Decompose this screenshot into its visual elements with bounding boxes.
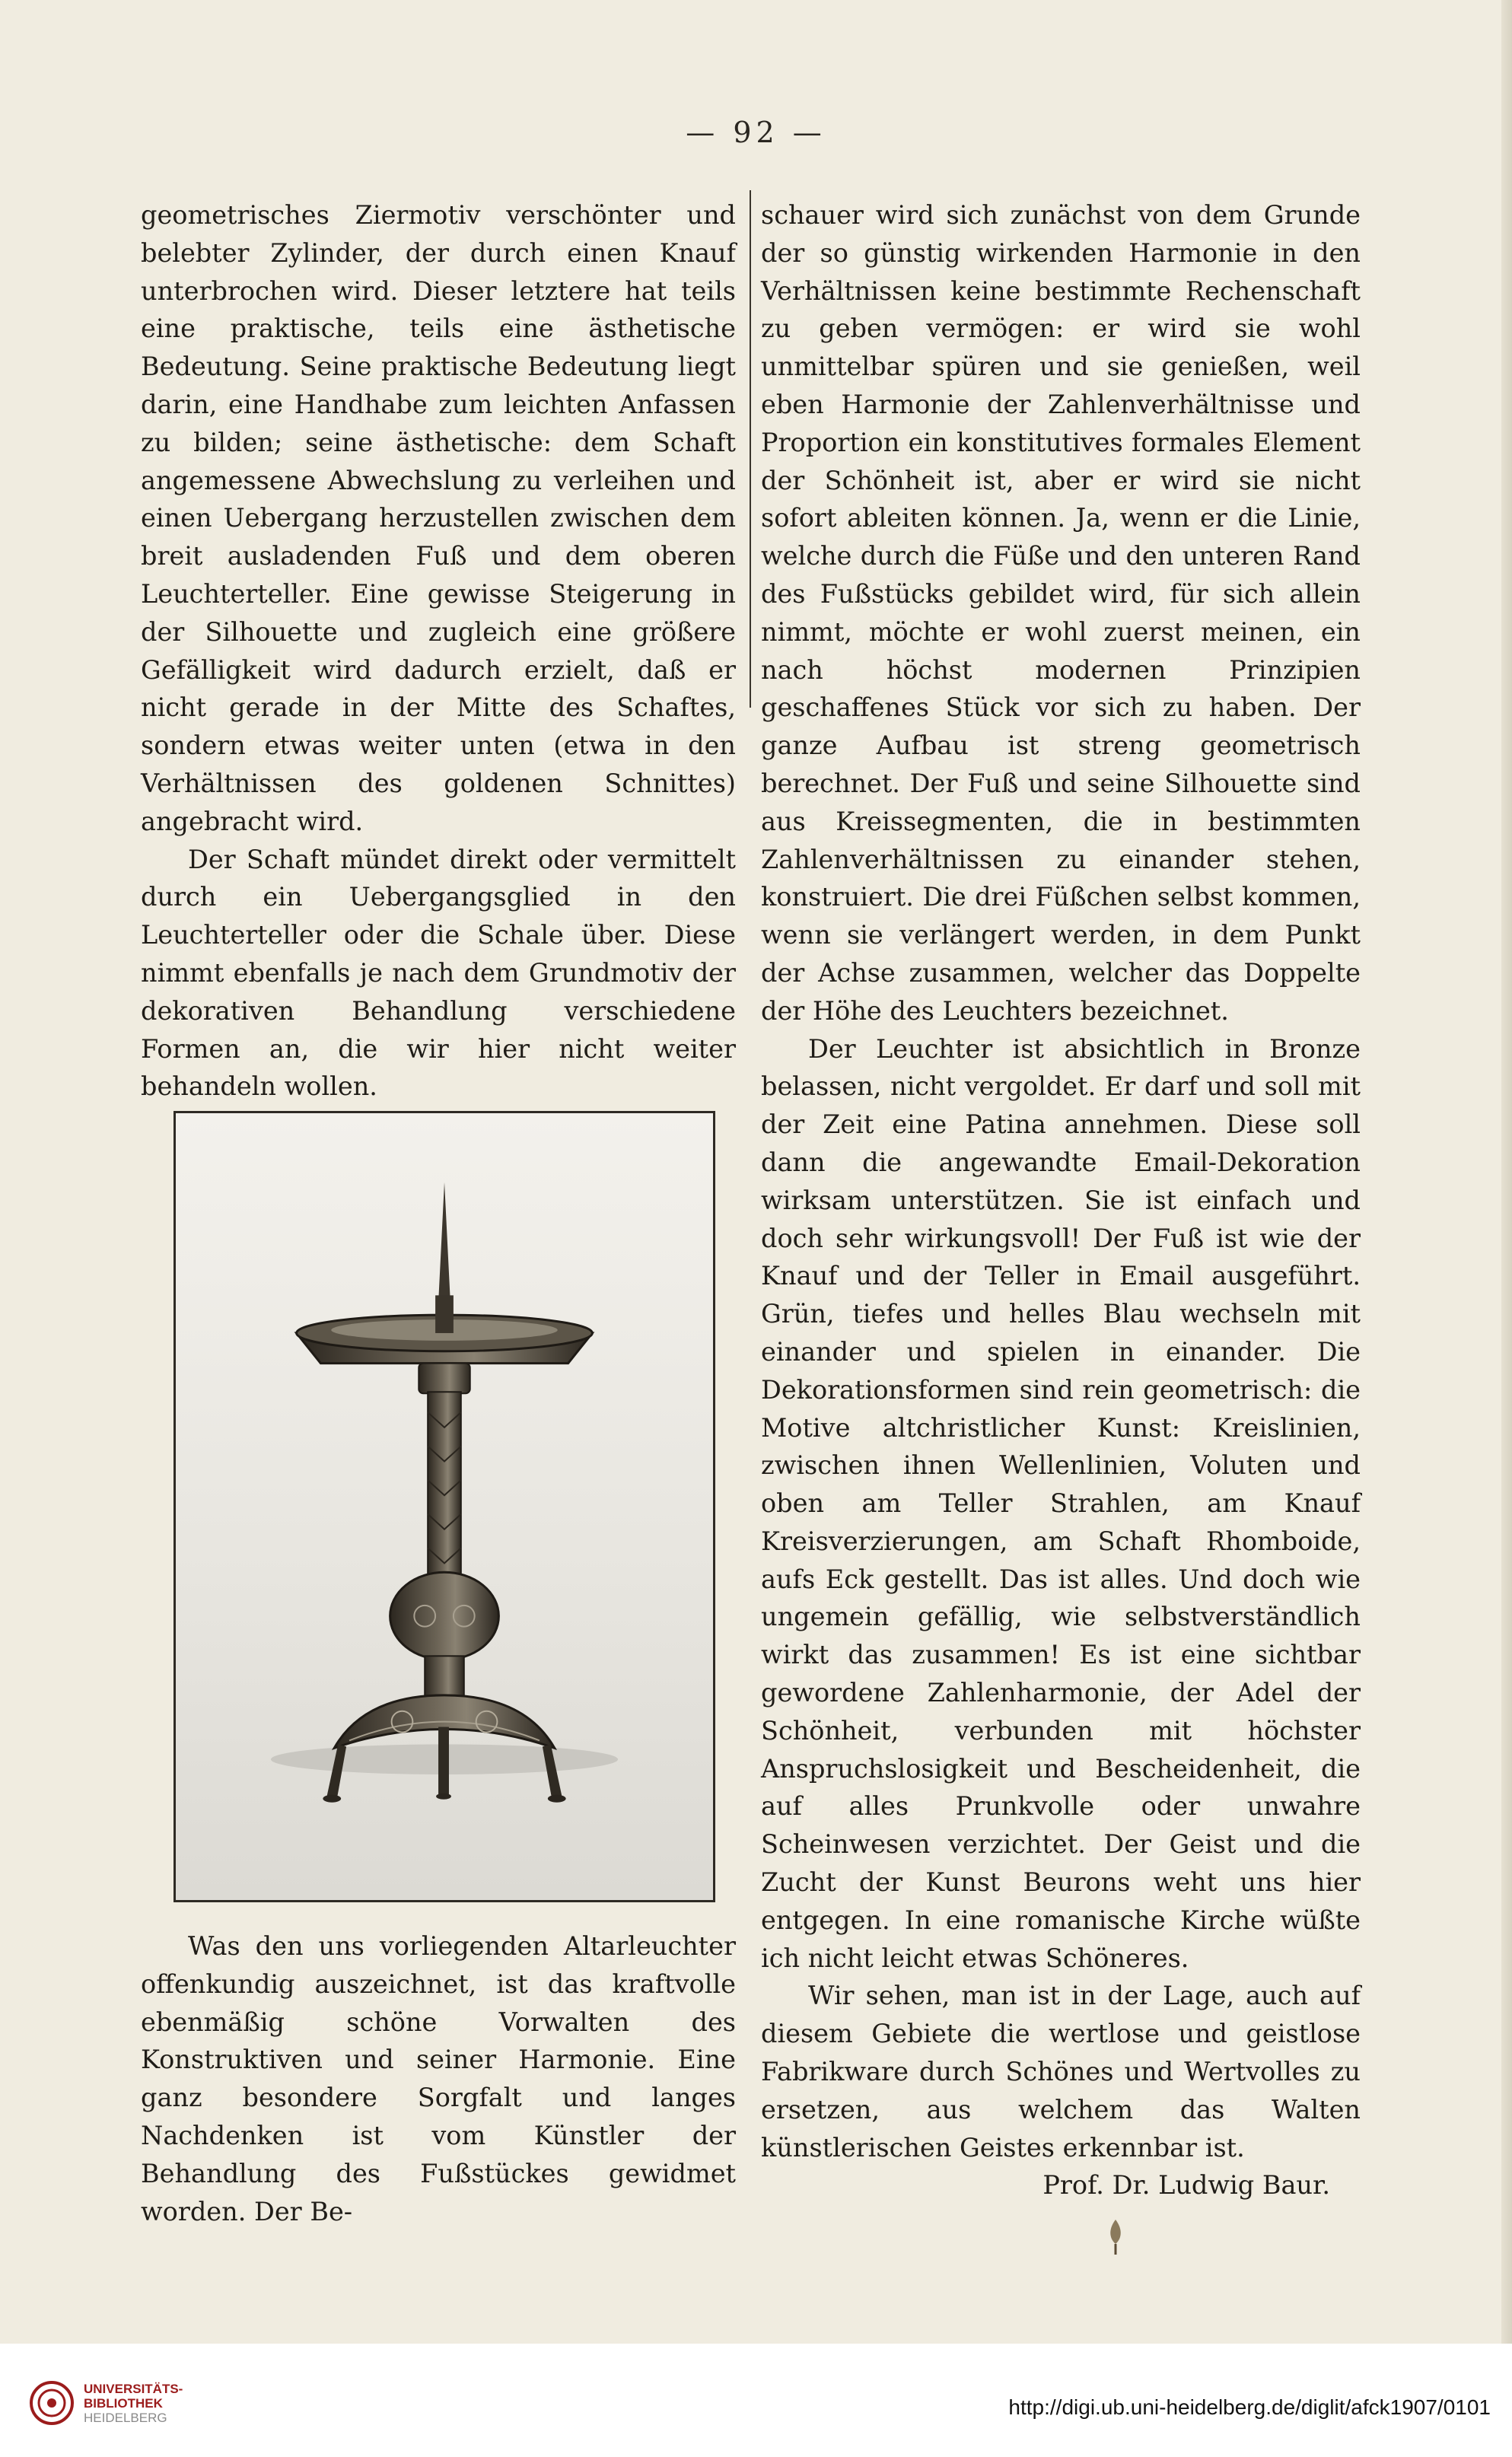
- page-edge: [1501, 0, 1512, 2344]
- left-column-bottom: [141, 1927, 736, 2230]
- foot-pad: [323, 1795, 341, 1803]
- right-column: [761, 196, 1361, 2204]
- left-paragraph-1: geometrisches Ziermotiv verschönter und belebter Zylinder, der durch einen Knauf unterbrochen wird. Dieser letztere hat teils eine praktische, teils eine ästhetische Bedeutung. Seine praktische Bedeutung liegt darin, eine Handhabe zum leichten Anfassen zu bilden; seine ästhetische: dem Schaft angemessene Abwechslung zu verleihen und einen Uebergang herzustellen zwischen dem breit ausladenden Fuß und dem oberen Leuchterteller. Eine gewisse Steigerung in der Silhouette und zugleich eine größere Gefälligkeit wird dadurch erzielt, daß er nicht gerade in der Mitte des Schaftes, sondern etwas weiter unten (etwa in den Verhältnissen des goldenen Schnittes) angebracht wird.: [141, 200, 736, 836]
- pricket-spike: [438, 1182, 450, 1303]
- candlestick-illustration: [176, 1113, 713, 1900]
- spike-base: [435, 1295, 454, 1333]
- left-paragraph-3: Was den uns vorliegenden Altarleuchter offenkundig auszeichnet, ist das kraftvolle ebenmäßig schöne Vorwalten des Konstruktiven und seiner Harmonie. Eine ganz besondere Sorgfalt und langes Nachdenken ist vom Künstler der Behandlung des Fußstückes gewidmet worden. Der Be-: [141, 1931, 736, 2226]
- ornament-icon: [1106, 2218, 1125, 2256]
- column-rule: [750, 190, 751, 708]
- author-signature: Prof. Dr. Ludwig Baur.: [1042, 2170, 1330, 2201]
- library-name-line-2: BIBLIOTHEK: [84, 2396, 163, 2411]
- foot-pad: [548, 1795, 566, 1803]
- candlestick-photo: [173, 1111, 715, 1902]
- right-paragraph-1: schauer wird sich zunächst von dem Grunde der so günstig wirkenden Harmonie in den Verhältnissen keine bestimmte Rechenschaft zu geben vermögen: er wird sie wohl unmittelbar spüren und sie genießen, weil eben Harmonie der Zahlenverhältnisse und Proportion ein konstitutives formales Element der Schönheit ist, aber er wird sie nicht sofort ableiten können. Ja, wenn er die Linie, welche durch die Füße und den unteren Rand des Fußstücks gebildet wird, für sich allein nimmt, möchte er wohl zuerst meinen, ein nach höchst modernen Prinzipien geschaffenes Stück vor sich zu haben. Der ganze Aufbau ist streng geometrisch berechnet. Der Fuß und seine Silhouette sind aus Kreissegmenten, die in bestimmten Zahlenverhältnissen zu einander stehen, konstruiert. Die drei Füßchen selbst kommen, wenn sie verlängert werden, in dem Punkt der Achse zusammen, welcher das Doppelte der Höhe des Leuchters bezeichnet.: [761, 200, 1361, 1026]
- library-name-line-3: HEIDELBERG: [84, 2411, 167, 2425]
- university-seal-icon: [29, 2380, 75, 2426]
- page-number: — 92 —: [686, 116, 826, 149]
- knop: [390, 1572, 499, 1660]
- leg-center: [438, 1727, 449, 1795]
- right-paragraph-2: Der Leuchter ist absichtlich in Bronze belassen, nicht vergoldet. Er darf und soll mit der Zeit eine Patina annehmen. Diese soll dann die angewandte Email-Dekoration wirksam unterstützen. Sie ist einfach und doch sehr wirkungsvoll! Der Fuß ist wie der Knauf und der Teller in Email ausgeführt. Grün, tiefes und helles Blau wechseln mit einander und spielen in einander. Die Dekorationsformen sind rein geometrisch: die Motive altchristlicher Kunst: Kreislinien, zwischen ihnen Wellenlinien, Voluten und oben am Teller Strahlen, am Knauf Kreisverzierungen, am Schaft Rhomboide, aufs Eck gestellt. Das ist alles. Und doch wie ungemein gefällig, wie selbstverständlich wirkt das zusammen! Es ist eine sichtbar gewordene Zahlenharmonie, der Adel der Schönheit, verbunden mit höchster Anspruchslosigkeit und Bescheidenheit, die auf alles Prunkvolle oder unwahre Scheinwesen verzichtet. Der Geist und die Zucht der Kunst Beurons weht uns hier entgegen. In eine romanische Kirche wüßte ich nicht leicht etwas Schöneres.: [761, 1033, 1361, 1973]
- left-paragraph-2: Der Schaft mündet direkt oder vermittelt durch ein Uebergangsglied in den Leuchterteller oder die Schale über. Diese nimmt ebenfalls je nach dem Grundmotiv der dekorativen Behandlung verschiedene Formen an, die wir hier nicht weiter behandeln wollen.: [141, 844, 736, 1102]
- permalink-url[interactable]: http://digi.ub.uni-heidelberg.de/diglit/afck1907/0101: [1008, 2395, 1491, 2419]
- foot-pad: [436, 1793, 451, 1800]
- left-column: [141, 196, 736, 1106]
- right-paragraph-3: Wir sehen, man ist in der Lage, auch auf diesem Gebiete die wertlose und geistlose Fabrikware durch Schönes und Wertvolles zu ersetzen, aus welchem das Walten künstlerischen Geistes erkennbar ist.: [761, 1981, 1361, 2163]
- library-name-line-1: UNIVERSITÄTS-: [84, 2382, 183, 2396]
- library-name: [84, 2382, 183, 2425]
- upper-collar: [419, 1364, 470, 1394]
- footer-bar: [0, 2344, 1512, 2457]
